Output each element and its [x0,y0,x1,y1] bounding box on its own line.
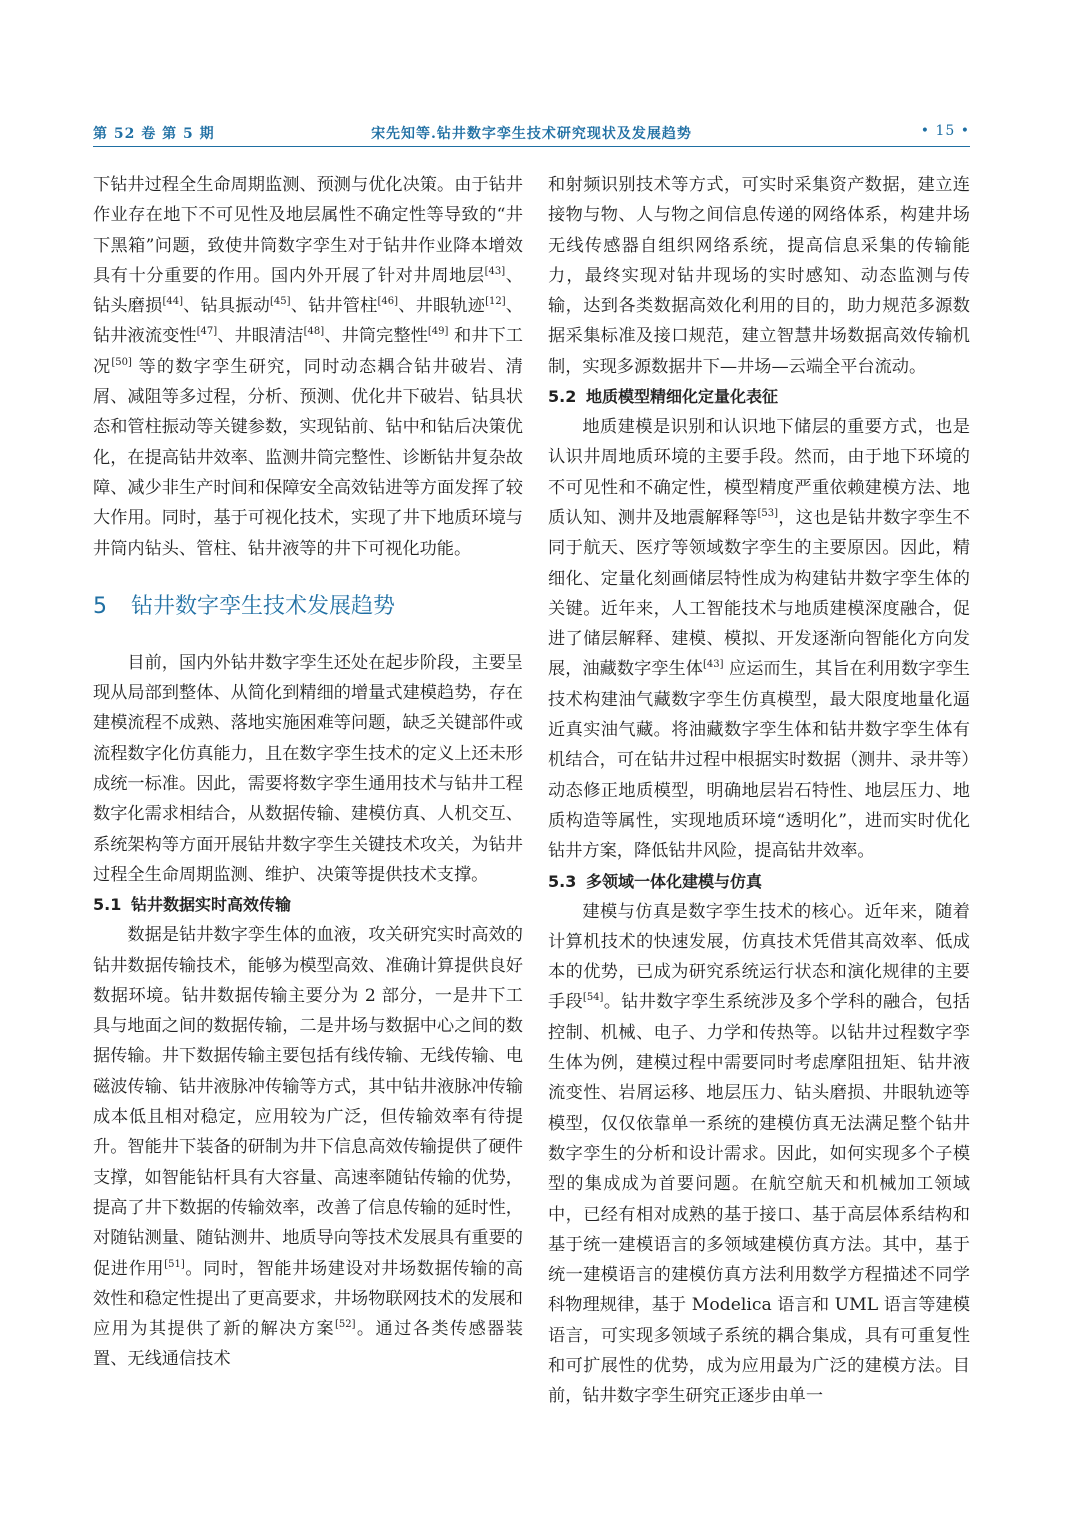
right-column [548,170,970,1412]
citation[interactable]: [48] [303,326,325,338]
section-heading: 5 钻井数字孪生技术发展趋势 [93,593,396,619]
citation[interactable]: [52] [334,1319,356,1331]
paragraph: 和射频识别技术等方式，可实时采集资产数据，建立连接物与物、人与物之间信息传递的网络体系，构建井场无线传感器自组织网络系统，提高信息采集的传输能力，最终实现对钻井现场的实时感知、动态监测与传输，达到各类数据高效化利用的目的，助力规范多源数据采集标准及接口规范，建立智慧井场数据高效传输机制，实现多源数据井下—井场—云端全平台流动。 [548,175,970,377]
citation[interactable]: [44] [162,296,183,308]
citation[interactable]: [54] [582,992,604,1004]
journal-volume: 第 52 卷 第 5 期 [93,126,215,142]
header-rule [93,146,970,147]
left-column [93,170,523,1375]
citation[interactable]: [49] [427,326,449,338]
citation[interactable]: [50] [111,356,132,368]
citation[interactable]: [47] [196,326,218,338]
subsection-heading: 5.1 钻井数据实时高效传输 [93,895,292,915]
paragraph: 地质建模是识别和认识地下储层的重要方式，也是认识井周地质环境的主要手段。然而，由于地下环境的不可见性和不确定性，模型精度严重依赖建模方法、地质认知、测井及地震解释等[53]，这也是钻井数字孪生不同于航天、医疗等领域数字孪生的主要原因。因此，精细化、定量化刻画储层特性成为构建钻井数字孪生体的关键。近年来，人工智能技术与地质建模深度融合，促进了储层解释、建模、模拟、开发逐渐向智能化方向发展，油藏数字孪生体[43] 应运而生，其旨在利用数字孪生技术构建油气藏数字孪生仿真模型，最大限度地量化逼近真实油气藏。将油藏数字孪生体和钻井数字孪生体有机结合，可在钻井过程中根据实时数据（测井、录井等）动态修正地质模型，明确地层岩石特性、地层压力、地质构造等属性，实现地质环境“透明化”，进而实时优化钻井方案，降低钻井风险，提高钻井效率。 [548,417,970,862]
citation[interactable]: [12] [485,296,506,308]
paragraph: 下钻井过程全生命周期监测、预测与优化决策。由于钻井作业存在地下不可见性及地层属性不确定性等导致的“井下黑箱”问题，致使井筒数字孪生对于钻井作业降本增效具有十分重要的作用。国内外开展了针对井周地层[43]、钻头磨损[44]、钻具振动[45]、钻井管柱[46]、井眼轨迹[12]、钻井液流变性[47]、井眼清洁[48]、井筒完整性[49] 和井下工况[50] 等的数字孪生研究，同时动态耦合钻井破岩、清屑、减阻等多过程，分析、预测、优化井下破岩、钻具状态和管柱振动等关键参数，实现钻前、钻中和钻后决策优化，在提高钻井效率、监测井筒完整性、诊断钻井复杂故障、减少非生产时间和保障安全高效钻进等方面发挥了较大作用。同时，基于可视化技术，实现了井下地质环境与井筒内钻头、管柱、钻井液等的井下可视化功能。 [93,175,523,559]
citation[interactable]: [45] [270,296,291,308]
paragraph: 建模与仿真是数字孪生技术的核心。近年来，随着计算机技术的快速发展，仿真技术凭借其高效率、低成本的优势，已成为研究系统运行状态和演化规律的主要手段[54]。钻井数字孪生系统涉及多个学科的融合，包括控制、机械、电子、力学和传热等。以钻井过程数字孪生体为例，建模过程中需要同时考虑摩阻扭矩、钻井液流变性、岩屑运移、地层压力、钻头磨损、井眼轨迹等模型，仅仅依靠单一系统的建模仿真无法满足整个钻井数字孪生的分析和设计需求。因此，如何实现多个子模型的集成成为首要问题。在航空航天和机械加工领域中，已经有相对成熟的基于接口、基于高层体系结构和基于统一建模语言的多领域建模仿真方法。其中，基于统一建模语言的建模仿真方法利用数学方程描述不同学科物理规律，基于 Modelica 语言和 UML 语言等建模语言，可实现多领域子系统的耦合集成，具有可重复性和可扩展性的优势，成为应用最为广泛的建模方法。目前，钻井数字孪生研究正逐步由单一 [548,901,970,1407]
article-running-title: 宋先知等.钻井数字孪生技术研究现状及发展趋势 [371,126,692,142]
subsection-heading: 5.2 地质模型精细化定量化表征 [548,387,779,407]
page-number: • 15 • [920,123,970,139]
paragraph: 数据是钻井数字孪生体的血液，攻关研究实时高效的钻井数据传输技术，能够为模型高效、准确计算提供良好数据环境。钻井数据传输主要分为 2 部分，一是井下工具与地面之间的数据传输，二是井场与数据中心之间的数据传输。井下数据传输主要包括有线传输、无线传输、电磁波传输、钻井液脉冲传输等方式，其中钻井液脉冲传输成本低且相对稳定，应用较为广泛，但传输效率有待提升。智能井下装备的研制为井下信息高效传输提供了硬件支撑，如智能钻杆具有大容量、高速率随钻传输的优势，提高了井下数据的传输效率，改善了信息传输的延时性，对随钻测量、随钻测井、地质导向等技术发展具有重要的促进作用[51]。同时，智能井场建设对井场数据传输的高效性和稳定性提出了更高要求，井场物联网技术的发展和应用为其提供了新的解决方案[52]。通过各类传感器装置、无线通信技术 [93,925,523,1370]
citation[interactable]: [43] [484,265,506,277]
running-header [93,118,970,148]
paragraph: 目前，国内外钻井数字孪生还处在起步阶段，主要呈现从局部到整体、从简化到精细的增量式建模趋势，存在建模流程不成熟、落地实施困难等问题，缺乏关键部件或流程数字化仿真能力，且在数字孪生技术的定义上还未形成统一标准。因此，需要将数字孪生通用技术与钻井工程数字化需求相结合，从数据传输、建模仿真、人机交互、系统架构等方面开展钻井数字孪生关键技术攻关，为钻井过程全生命周期监测、维护、决策等提供技术支撑。 [93,652,523,885]
citation[interactable]: [46] [377,296,399,308]
citation[interactable]: [51] [164,1258,185,1270]
subsection-heading: 5.3 多领域一体化建模与仿真 [548,871,763,891]
citation[interactable]: [53] [757,507,778,519]
citation[interactable]: [43] [702,659,724,671]
